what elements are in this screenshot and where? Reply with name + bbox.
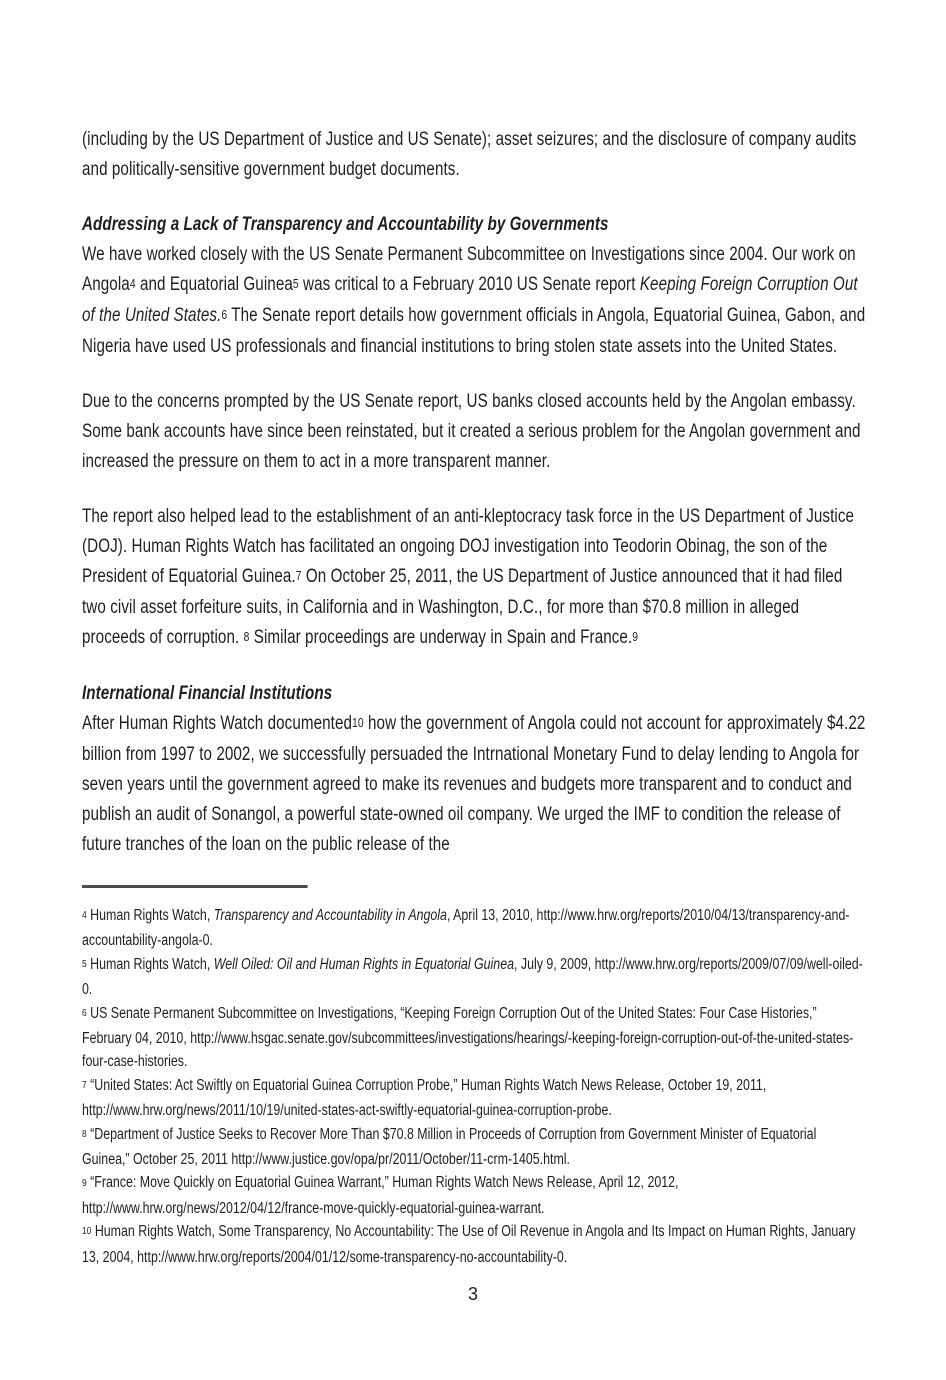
footnote [82,1220,866,1269]
footnote-marker: 9 [632,628,639,644]
text-run: We have worked closely with the US Senate Permanent Subcommittee on Investigations since 2004. Our work on Angola [82,244,856,295]
section-heading [82,679,866,709]
text-run: US Senate Permanent Subcommittee on Investigations, “Keeping Foreign Corruption Out of the United States: Four Case Histories,” February 04, 2010, http://www.hsgac.senate.gov/subcommittees/investigations/hearings/-keeping-foreign-corruption-out-of-the-united-states-four-case-histories. [82,1004,854,1071]
page-number: 3 [467,1284,478,1304]
text-run: Similar proceedings are underway in Spain and France. [249,627,633,648]
text-run: how the government of Angola could not account for approximately $4.22 billion from 1997 to 2002, we successfully persuaded the Intrnational Monetary Fund to delay lending to Angola for seven years until the government agreed to make its revenues and budgets more transparent and to conduct and publish an audit of Sonangol, a powerful state-owned oil company. We urged the IMF to condition the release of future tranches of the loan on the public release of the [82,713,866,855]
section-heading [82,210,866,240]
text-run: was critical to a February 2010 US Senate report [298,274,640,295]
text-run: The report also helped lead to the establishment of an anti-kleptocracy task force in the US Department of Justice (DOJ). Human Rights Watch has facilitated an ongoing DOJ investigation into Teodorin Obinag, the son of the President of Equatorial Guinea. [82,506,855,587]
text-column [82,125,866,1269]
footnote [82,1171,866,1220]
paragraph [82,125,866,185]
footnote-marker: 5 [292,275,299,291]
text-run: Human Rights Watch, [90,907,214,924]
text-run: (including by the US Department of Justice and US Senate); asset seizures; and the disclosure of company audits and politically-sensitive government budget documents. [82,129,857,180]
footnote-marker: 7 [82,1078,87,1091]
text-run: Human Rights Watch, Some Transparency, No Accountability: The Use of Oil Revenue in Angola and Its Impact on Human Rights, January 13, 2004, http://www.hrw.org/reports/2004/01/12/some-transparency-no-accountability-0. [82,1223,856,1266]
footnote-marker: 4 [82,909,87,922]
paragraph [82,502,866,654]
footnote-marker: 10 [352,714,364,730]
text-run: After Human Rights Watch documented [82,713,353,734]
text-run: International Financial Institutions [82,683,333,704]
footnote-marker: 8 [243,628,250,644]
footnote [82,953,866,1002]
text-run: Addressing a Lack of Transparency and Accountability by Governments [82,214,609,235]
footnote-separator [82,885,308,888]
paragraph [82,709,866,860]
body-blocks [82,125,866,860]
footnote-marker: 7 [295,567,302,583]
text-run: Human Rights Watch, [90,955,214,973]
paragraph [82,387,866,477]
text-run: Transparency and Accountability in Angola [213,907,447,924]
footnote-marker: 4 [129,275,136,291]
text-run: , April 13, 2010, http://www.hrw.org/reports/2010/04/13/transparency-and-accountability-angola-0. [82,907,850,950]
footnote-marker: 6 [82,1006,87,1019]
footnote-marker: 9 [82,1176,87,1189]
text-run: The Senate report details how government officials in Angola, Equatorial Guinea, Gabon, and Nigeria have used US professionals and financial institutions to bring stolen state assets into the United States. [82,305,866,357]
text-run: “United States: Act Swiftly on Equatorial Guinea Corruption Probe,” Human Rights Watch News Release, October 19, 2011, http://www.hrw.org/news/2011/10/19/united-states-act-swiftly-equatorial-guinea-corruption-probe. [82,1076,767,1120]
text-run: Due to the concerns prompted by the US Senate report, US banks closed accounts held by the Angolan embassy. Some bank accounts have since been reinstated, but it created a serious problem for the Angolan government and increased the pressure on them to act in a more transparent manner. [82,391,861,472]
footnote [82,1074,866,1123]
footnote [82,1002,866,1074]
footnote-marker: 6 [221,306,228,322]
footnote [82,904,866,953]
text-run: Well Oiled: Oil and Human Rights in Equatorial Guinea [213,955,515,973]
text-run: “France: Move Quickly on Equatorial Guinea Warrant,” Human Rights Watch News Release, April 12, 2012, http://www.hrw.org/news/2012/04/12/france-move-quickly-equatorial-guinea-warrant. [82,1174,679,1217]
paragraph [82,240,866,362]
footnotes [82,904,866,1269]
text-run: Keeping Foreign Corruption Out of the United States. [82,274,858,326]
footnote-marker: 8 [82,1127,87,1140]
text-run: , July 9, 2009, http://www.hrw.org/reports/2009/07/09/well-oiled-0. [82,955,863,999]
text-run: On October 25, 2011, the US Department of Justice announced that it had filed two civil asset forfeiture suits, in California and in Washington, D.C., for more than $70.8 million in alleged proceeds of corruption. [82,566,843,648]
footnote-marker: 10 [82,1225,92,1238]
text-run: “Department of Justice Seeks to Recover More Than $70.8 Million in Proceeds of Corruption from Government Minister of Equatorial Guinea,” October 25, 2011 http://www.justice.gov/opa/pr/2011/October/11-crm-1405.html. [82,1125,817,1169]
text-run: and Equatorial Guinea [135,274,293,295]
footnote-marker: 5 [82,957,87,970]
footnote [82,1123,866,1172]
